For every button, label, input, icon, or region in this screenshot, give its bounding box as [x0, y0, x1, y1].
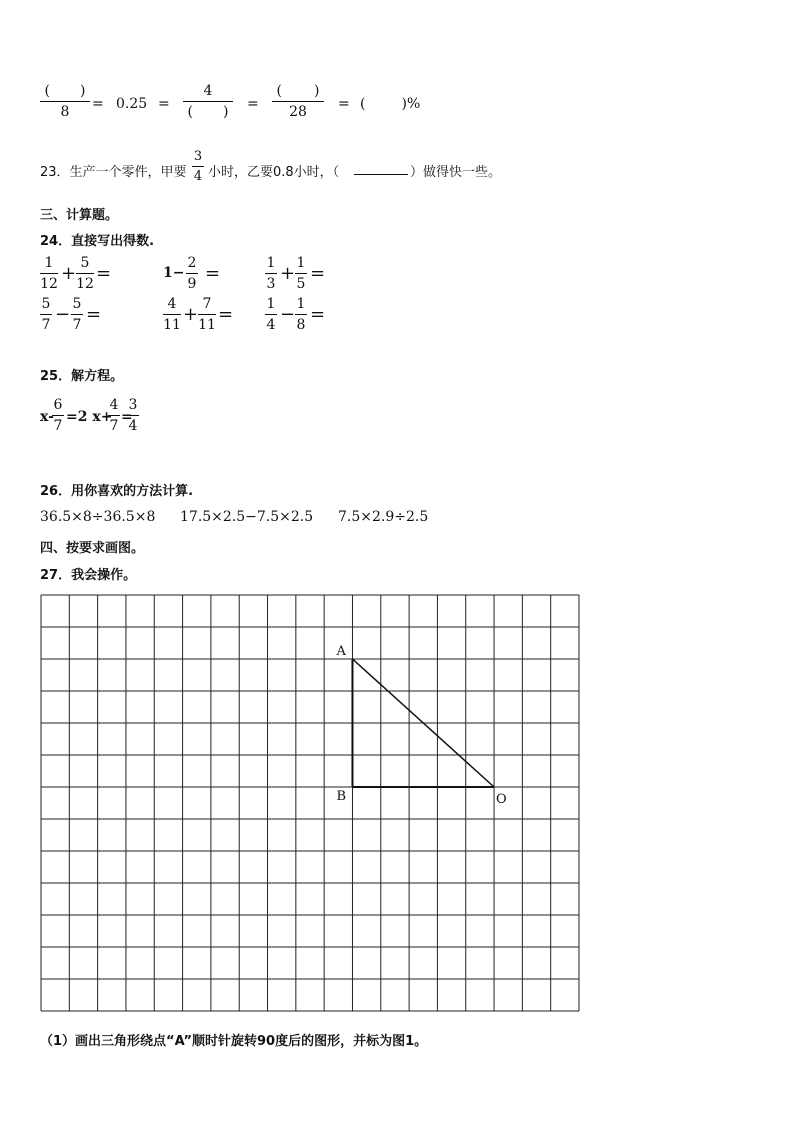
q27-task-1: （1）画出三角形绕点“A”顺时针旋转90度后的图形，并标为图1。 [40, 1034, 428, 1049]
q25-equation [40, 398, 200, 442]
denominator: 11 [198, 317, 216, 333]
numerator: 5 [72, 296, 82, 312]
percent-sign: % [406, 96, 421, 112]
denominator: 9 [187, 276, 197, 292]
numerator: 4 [203, 83, 213, 99]
equals-sign: = [121, 409, 133, 425]
numerator: 1 [296, 255, 306, 271]
q23-question [40, 150, 560, 192]
numerator: 4 [167, 296, 177, 312]
paren-left: ( [360, 96, 366, 112]
denominator: 12 [40, 276, 58, 292]
equals-sign: = [96, 263, 112, 284]
q22-fraction-4-over-blank [183, 84, 233, 119]
denominator: 8 [60, 104, 70, 120]
denominator: 8 [296, 317, 306, 333]
q23-text-b: 小时，乙要0.8小时，（ [208, 165, 340, 180]
q23-fraction [192, 150, 204, 183]
numerator: 4 [109, 397, 119, 413]
q23-answer-blank[interactable] [354, 174, 408, 175]
denominator: 12 [76, 276, 94, 292]
numerator: 5 [80, 255, 90, 271]
paren-left: ( [276, 83, 282, 99]
numerator: 2 [187, 255, 197, 271]
operator: + [183, 304, 199, 325]
q22-fraction-blank-over-8 [40, 84, 90, 119]
denominator: 7 [109, 418, 119, 434]
q26-title: 26．用你喜欢的方法计算. [40, 484, 194, 499]
equals-sign: = [338, 96, 350, 112]
q26-expr-3: 7.5×2.9÷2.5 [338, 509, 429, 525]
denominator: 5 [296, 276, 306, 292]
q22-equation-row [40, 84, 440, 130]
denominator: 3 [266, 276, 276, 292]
q24-item-1 [40, 256, 130, 296]
operator: − [280, 304, 296, 325]
denominator: 7 [53, 418, 63, 434]
q27-title: 27．我会操作。 [40, 568, 137, 583]
percent-blank [360, 96, 420, 112]
lead-term: x- [40, 409, 54, 425]
numerator: 1 [266, 255, 276, 271]
numerator: 7 [202, 296, 212, 312]
lead-term: 1− [163, 265, 185, 281]
q25-title: 25．解方程。 [40, 369, 124, 384]
numerator: 3 [128, 397, 138, 413]
q24-item-6 [265, 297, 355, 337]
denominator: 4 [266, 317, 276, 333]
q26-expr-2: 17.5×2.5−7.5×2.5 [180, 509, 314, 525]
q22-fraction-blank-over-28 [272, 84, 324, 119]
denominator: 11 [163, 317, 181, 333]
q24-title: 24．直接写出得数. [40, 234, 155, 249]
paren-right: ) [80, 83, 86, 99]
denominator: 4 [193, 169, 203, 184]
point-label-b: B [336, 789, 347, 804]
equals-sign: = [158, 96, 170, 112]
denominator: 4 [128, 418, 138, 434]
operator: + [61, 263, 77, 284]
equals-sign: = [310, 263, 326, 284]
operator: + [280, 263, 296, 284]
paren-right: ) [223, 104, 229, 120]
q23-text-c: ）做得快一些。 [410, 165, 502, 180]
q24-item-5 [163, 297, 253, 337]
paren-left: ( [44, 83, 50, 99]
decimal-value: 0.25 [116, 96, 148, 112]
equals-sign: = [205, 263, 221, 284]
numerator: 3 [193, 149, 203, 164]
q23-text-a: 23．生产一个零件，甲要 [40, 165, 187, 180]
numerator: 5 [41, 296, 51, 312]
point-label-a: A [336, 644, 346, 659]
q24-item-4 [40, 297, 130, 337]
point-label-o: O [496, 792, 507, 807]
denominator: 7 [72, 317, 82, 333]
denominator: 28 [289, 104, 307, 120]
equals-sign: = [86, 304, 102, 325]
paren-left: ( [187, 104, 193, 120]
numerator: 1 [296, 296, 306, 312]
q24-item-2 [163, 256, 253, 296]
equals-sign: = [247, 96, 259, 112]
q27-grid[interactable] [40, 594, 580, 1012]
equals-sign: = [310, 304, 326, 325]
numerator: 6 [53, 397, 63, 413]
q24-item-3 [265, 256, 355, 296]
numerator: 1 [266, 296, 276, 312]
denominator: 7 [41, 317, 51, 333]
q26-expr-1: 36.5×8÷36.5×8 [40, 509, 156, 525]
paren-right: ) [401, 96, 407, 112]
equals-sign: = [92, 96, 104, 112]
paren-right: ) [314, 83, 320, 99]
equals-sign: = [218, 304, 234, 325]
middle-term: =2 x+ [66, 409, 113, 425]
section-4-heading: 四、按要求画图。 [40, 541, 145, 556]
section-3-heading: 三、计算题。 [40, 208, 119, 223]
operator: − [55, 304, 71, 325]
numerator: 1 [44, 255, 54, 271]
